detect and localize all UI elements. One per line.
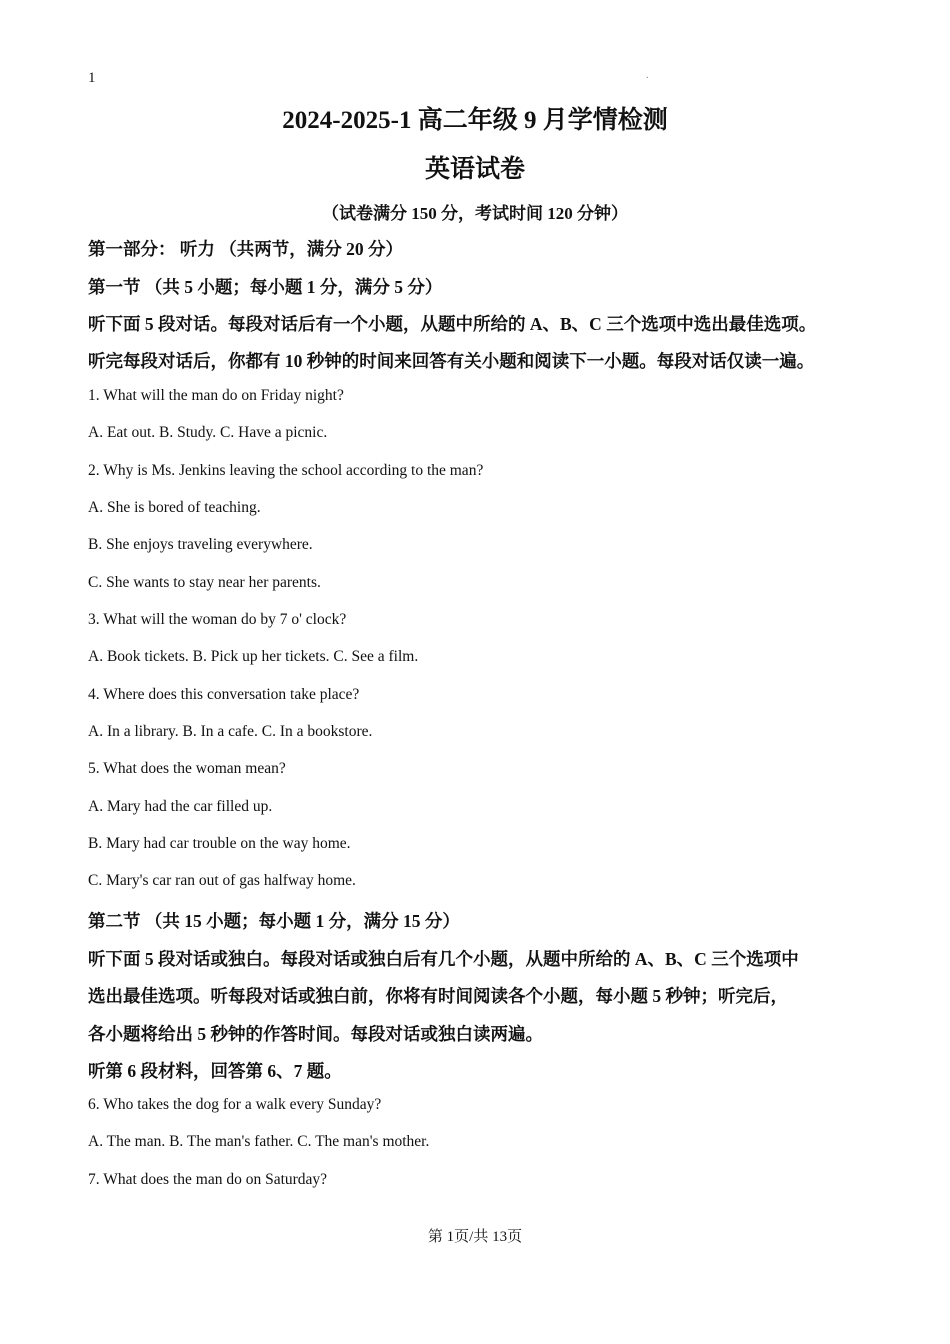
section2-instruction-line: 选出最佳选项。听每段对话或独白前，你将有时间阅读各个小题，每小题 5 秒钟；听完后， (88, 986, 788, 1006)
section1-instruction-line: 听下面 5 段对话。每段对话后有一个小题，从题中所给的 A、B、C 三个选项中选出最佳选项。 (88, 314, 817, 334)
corner-mark: . (646, 70, 649, 81)
question-stem: 3. What will the woman do by 7 o' clock? (88, 611, 347, 628)
material-heading: 听第 6 段材料，回答第 6、7 题。 (88, 1061, 342, 1081)
question-stem: 7. What does the man do on Saturday? (88, 1171, 328, 1188)
page-number: 1 (88, 70, 96, 86)
question-options: A. Book tickets. B. Pick up her tickets. C. See a film. (88, 648, 419, 665)
part1-heading: 第一部分： 听力 （共两节，满分 20 分） (88, 239, 403, 259)
question-option: A. Mary had the car filled up. (88, 798, 273, 815)
page-footer: 第 1页/共 13页 (427, 1229, 523, 1245)
question-option: C. She wants to stay near her parents. (88, 574, 321, 591)
question-stem: 4. Where does this conversation take place? (88, 686, 360, 703)
exam-note: （试卷满分 150 分，考试时间 120 分钟） (322, 204, 628, 223)
question-option: A. She is bored of teaching. (88, 499, 261, 516)
exam-title: 2024-2025-1 高二年级 9 月学情检测 (282, 107, 668, 134)
question-stem: 1. What will the man do on Friday night? (88, 387, 344, 404)
question-stem: 6. Who takes the dog for a walk every Sunday? (88, 1096, 382, 1113)
section2-heading: 第二节 （共 15 小题；每小题 1 分，满分 15 分） (88, 911, 460, 931)
question-option: B. She enjoys traveling everywhere. (88, 536, 313, 553)
exam-subject: 英语试卷 (424, 156, 525, 183)
section2-instruction-line: 各小题将给出 5 秒钟的作答时间。每段对话或独白读两遍。 (88, 1024, 543, 1044)
question-stem: 2. Why is Ms. Jenkins leaving the school according to the man? (88, 462, 484, 479)
question-option: B. Mary had car trouble on the way home. (88, 835, 351, 852)
question-options: A. In a library. B. In a cafe. C. In a bookstore. (88, 723, 373, 740)
section2-instruction-line: 听下面 5 段对话或独白。每段对话或独白后有几个小题，从题中所给的 A、B、C 三个选项中 (88, 949, 799, 969)
question-stem: 5. What does the woman mean? (88, 760, 286, 777)
section1-instruction-line: 听完每段对话后，你都有 10 秒钟的时间来回答有关小题和阅读下一小题。每段对话仅读一遍。 (88, 351, 815, 371)
question-options: A. Eat out. B. Study. C. Have a picnic. (88, 424, 328, 441)
question-options: A. The man. B. The man's father. C. The man's mother. (88, 1133, 430, 1150)
question-option: C. Mary's car ran out of gas halfway home. (88, 872, 356, 889)
section1-heading: 第一节 （共 5 小题；每小题 1 分，满分 5 分） (88, 277, 443, 297)
